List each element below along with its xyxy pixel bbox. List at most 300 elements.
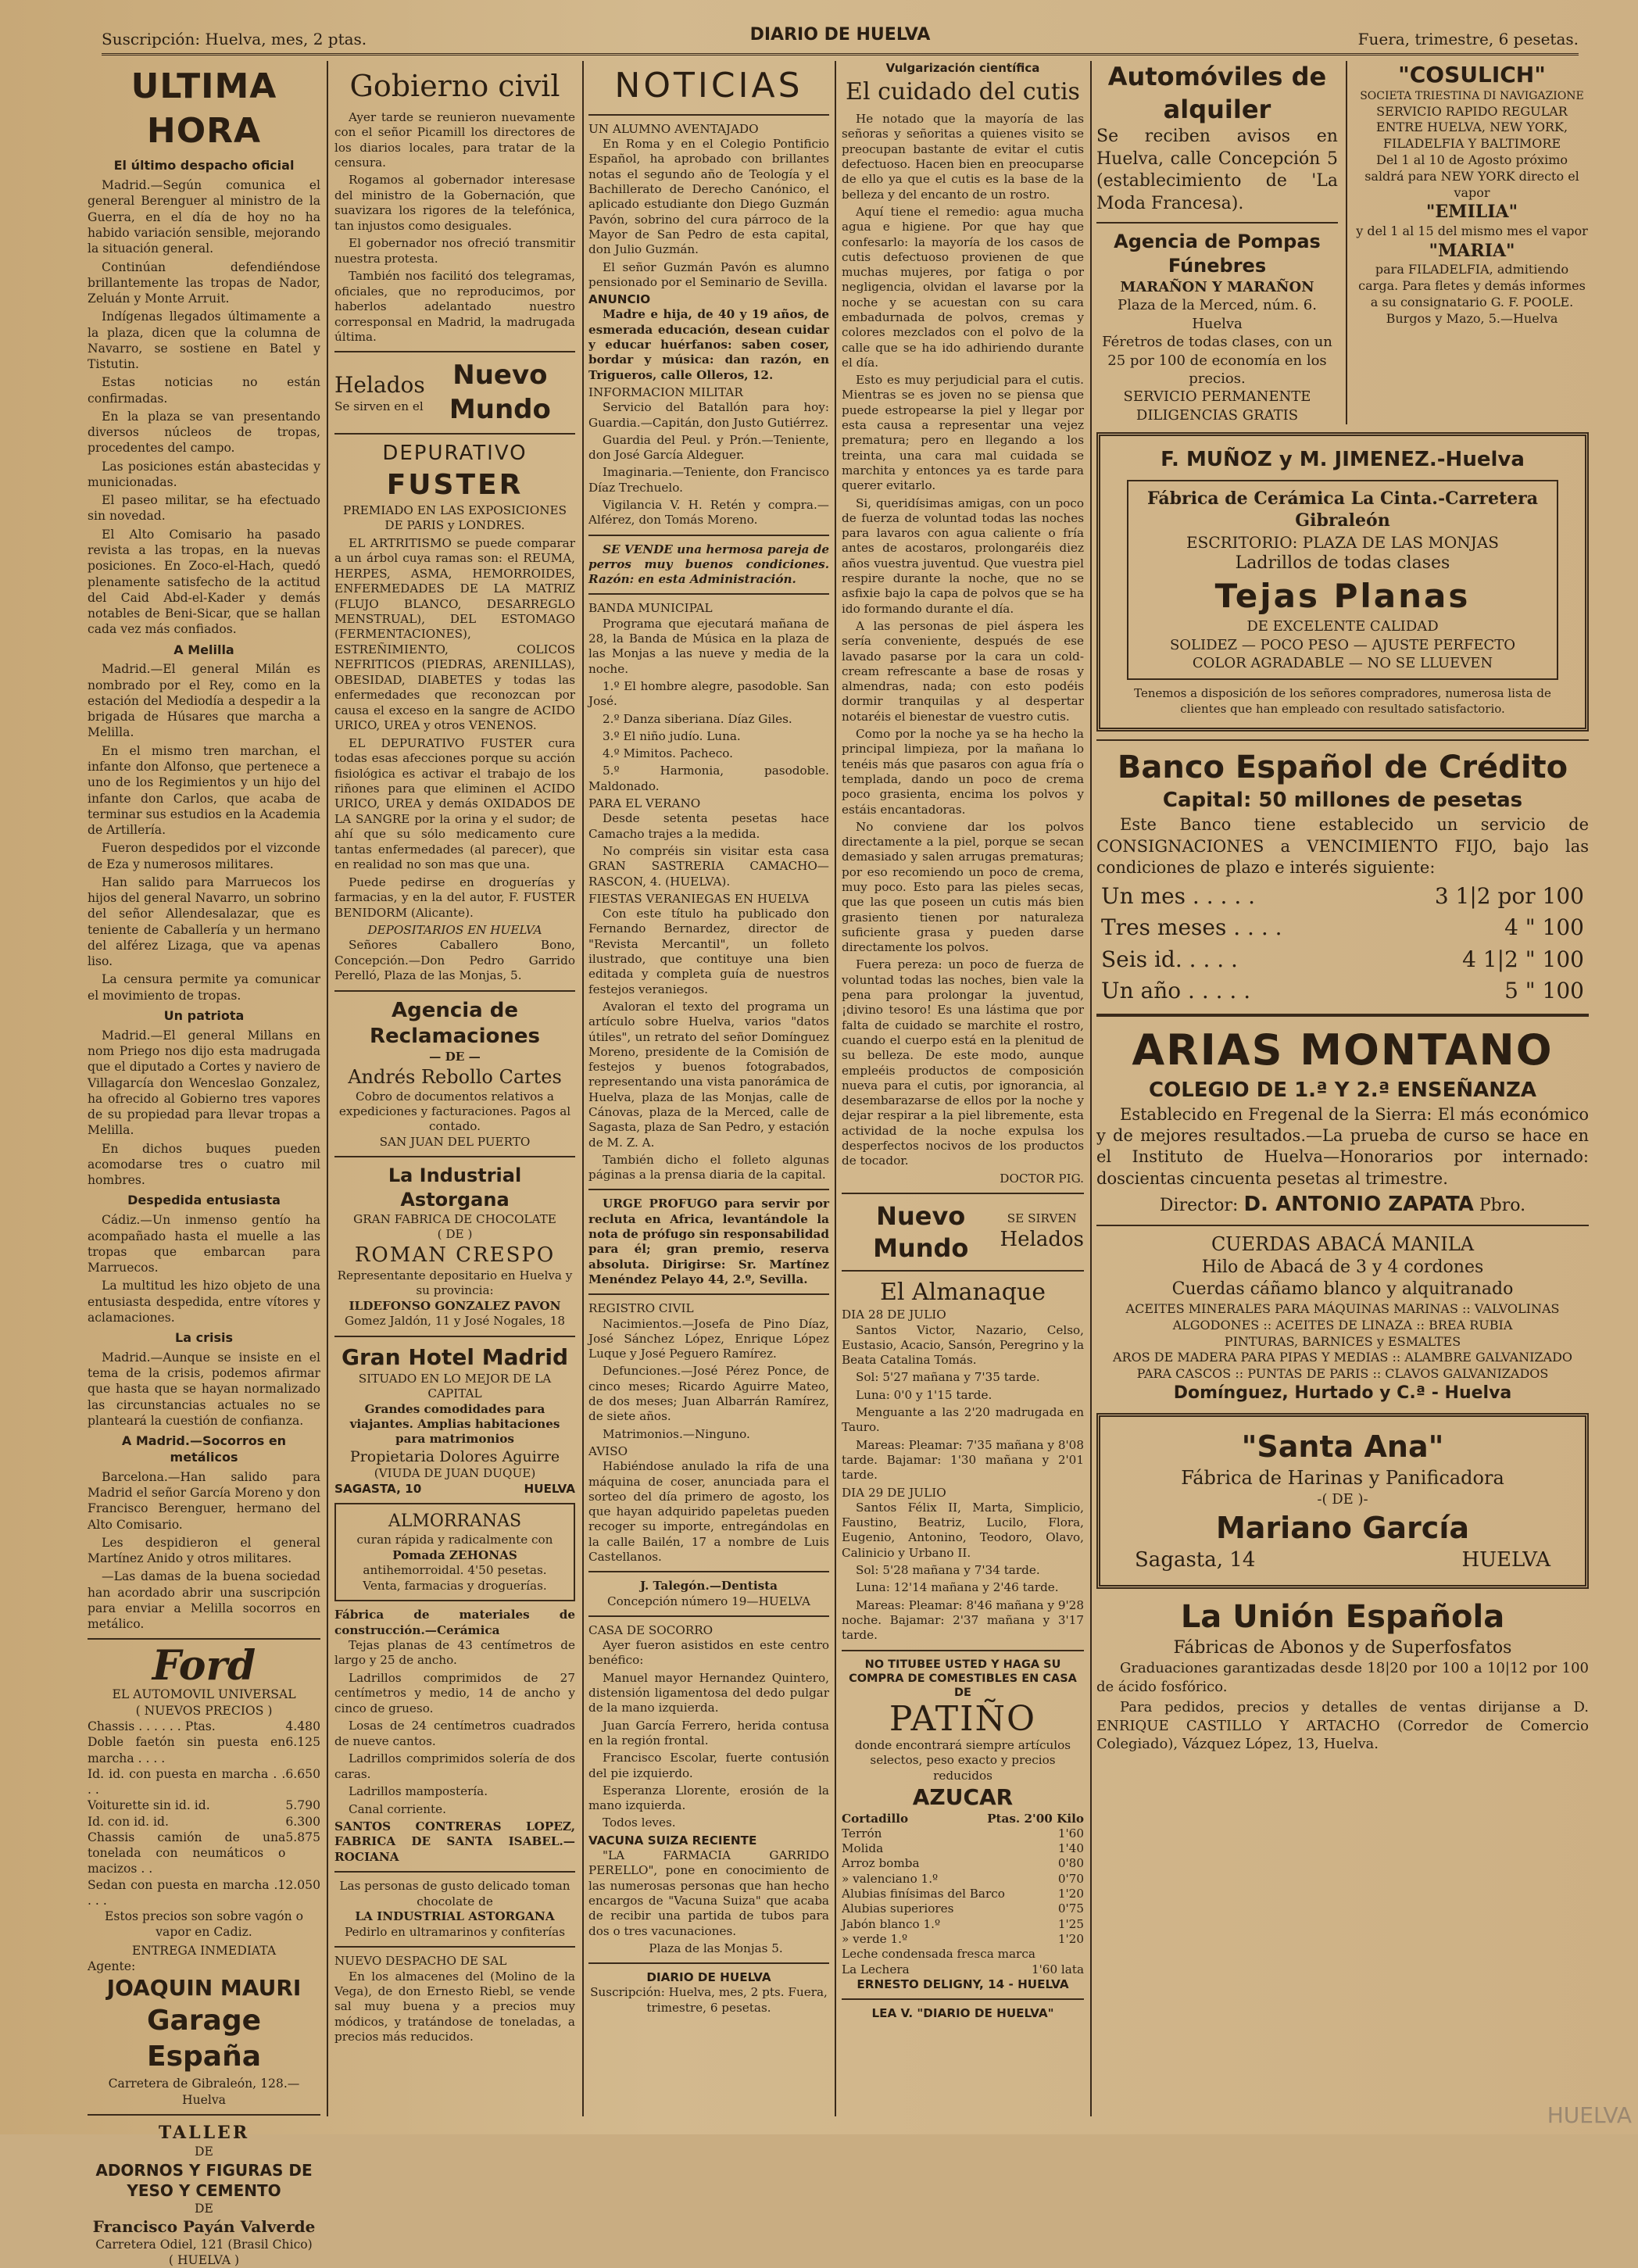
hotel-line: Grandes comodidades para viajantes. Amplias habitaciones para matrimonios [349,1401,560,1447]
astorgana-line: GRAN FABRICA DE CHOCOLATE [353,1211,556,1226]
ford-price: 6.125 [285,1735,320,1750]
product-price: 1'20 [1057,1887,1084,1901]
union-text: Para pedidos, precios y detalles de ventas dirijanse a D. ENRIQUE CASTILLO Y ARTACHO (Corredor de Comercio Colegiado), Vázquez López, 13, Huelva. [1096,1699,1589,1752]
news-paragraph: Madrid.—Aunque se insiste en el tema de la crisis, podemos afirmar que hasta que se hayan normalizado las circunstancias actuales no se planteará la cuestión de confianza. [88,1350,320,1428]
rate-term: Seis id. . . . . [1101,946,1238,972]
article-paragraph: Como por la noche ya se ha hecho la principal limpieza, por la mañana lo tenéis más que pasaros con agua fría o templada, dando un poco de crema poco grasienta, encima los polvos y estáis encantadoras. [842,727,1084,817]
nuevo-mundo-brand: Nuevo Mundo [873,1200,969,1263]
news-heading: ANUNCIO [588,292,651,307]
news-paragraph: Servicio del Batallón para hoy: Guardia.—Capitán, don Justo Gutiérrez. [588,400,829,430]
astorgana-name: ROMAN CRESPO [354,1243,556,1267]
ford-price: 4.480 [285,1719,320,1733]
ford-line: ( NUEVOS PRECIOS ) [135,1703,273,1718]
ford-model: Id. con id. id. [88,1814,169,1829]
cosulich-line: para FILADELFIA, admitiendo carga. Para fletes y demás informes a su consignatario G. F. POOLE. Burgos y Mazo, 5.—Huelva [1358,262,1586,326]
divider [1096,1014,1589,1017]
ford-line: EL AUTOMOVIL UNIVERSAL [112,1687,296,1702]
ceramica-line: Ladrillos de todas clases [1235,553,1450,574]
depurativo-text: Puede pedirse en droguerías y farmacias, y en la del autor, F. FUSTER BENIDORM (Alicante). [334,875,575,920]
news-paragraph: En Roma y en el Colegio Pontificio Español, ha aprobado con brillantes notas el segundo año de Teología y el Bachillerato de Derecho Canónico, el aplicado estudiante don Diego Guzmán Pavón, sobrino del cura párroco de la Mayor de San Pedro de esta capital, don Julio Guzmán. [588,137,829,257]
rate-value: 4 " 100 [1504,914,1584,941]
product-price: 1'40 [1057,1841,1084,1856]
footer-title: DIARIO DE HUELVA [646,1970,771,1985]
section-subhead: Despedida entusiasta [127,1193,281,1208]
article-paragraph: Esto es muy perjudicial para el cutis. Mientras se es joven no se piensa que puede estropearse la piel y llegar por esta causa a representar una vejez prematura; pero en llegando a los treinta, una cara mal cuidada se marchita y entonces ya es tarde para querer evitarlo. [842,373,1084,493]
chocolate-ad [334,1879,575,1940]
program-item: 2.º Danza siberiana. Díaz Giles. [603,711,792,726]
section-subhead: A Melilla [173,642,234,657]
news-paragraph: Vigilancia V. H. Retén y compra.—Alférez, don Tomás Moreno. [588,498,829,528]
news-paragraph: Madre e hija, de 40 y 19 años, de esmerada educación, desean cuidar y educar huérfanos: saben coser, bordar y música: dan razón, en Trigueros, calle Olleros, 12. [588,307,829,382]
news-paragraph: Esperanza Llorente, erosión de la mano izquierda. [588,1783,829,1813]
almanaque-day: DIA 29 DE JULIO [842,1485,946,1500]
hotel-city: HUELVA [524,1481,575,1496]
rate-value: 5 " 100 [1504,978,1584,1004]
union-text: Graduaciones garantizadas desde 18|20 por 100 a 10|12 por 100 de ácido fosfórico. [1096,1660,1589,1695]
astorgana-line: ( DE ) [437,1227,473,1242]
agencia-line: SAN JUAN DEL PUERTO [379,1134,531,1149]
fabrica-text: Tejas planas de 43 centímetros de largo y 25 de ancho. [334,1637,575,1668]
cosulich-line: Del 1 al 10 de Agosto próximo saldrá para NEW YORK directo el vapor [1364,152,1579,200]
news-paragraph: No compréis sin visitar esta casa GRAN SASTRERIA CAMACHO—RASCON, 4. (HUELVA). [588,843,829,889]
arias-director-label: Director: [1159,1195,1239,1215]
program-item: 5.º Harmonia, pasodoble. Maldonado. [588,764,829,793]
almanaque-title: El Almanaque [879,1279,1046,1307]
news-heading: AVISO [588,1443,628,1458]
agencia-ad [334,998,575,1150]
depurativo-text: Señores Caballero Bono, Concepción.—Don Pedro Garrido Perelló, Plaza de las Monjas, 5. [334,938,575,983]
section-subhead: Un patriota [163,1007,245,1023]
taller-address: Carretera Odiel, 121 (Brasil Chico) [95,2237,313,2252]
article-signature: DOCTOR PIG. [1000,1171,1084,1186]
hotel-ad [334,1343,575,1497]
noticias-title: NOTICIAS [614,66,803,106]
santa-ana-street: Sagasta, 14 [1135,1547,1256,1572]
hotel-address [334,1482,575,1497]
divider [1096,222,1338,224]
santa-ana-address [1111,1547,1574,1574]
ford-price: 6.650 [285,1766,320,1781]
patino-line: donde encontrará siempre artículos selectos, peso exacto y precios reducidos [854,1738,1071,1783]
taller-city: ( HUELVA ) [168,2253,240,2268]
pompas-line: Plaza de la Merced, núm. 6. Huelva [1118,297,1317,332]
ford-price: 12.050 [277,1877,320,1892]
ceramica-line: ESCRITORIO: PLAZA DE LAS MONJAS [1186,533,1499,553]
news-paragraph: El gobernador nos ofreció transmitir nuestra protesta. [334,236,575,266]
ford-model: Doble faetón sin puesta en marcha . . . . [88,1735,286,1765]
news-paragraph: Juan García Ferrero, herida contusa en la región frontal. [588,1718,829,1748]
cuerdas-line: Cuerdas cáñamo blanco y alquitranado [1171,1279,1514,1300]
patino-name: PATIÑO [889,1698,1037,1739]
divider [1096,1225,1589,1226]
news-paragraph: El señor Guzmán Pavón es alumno pensionado por el Seminario de Sevilla. [588,259,829,289]
depurativo-line: DEPURATIVO [382,442,528,466]
news-paragraph: Defunciones.—José Pérez Ponce, de cinco meses; Ricardo Aguirre Mateo, de dos meses; Juan Albarrán Ramírez, de siete años. [588,1364,829,1424]
program-item: 4.º Mimitos. Pacheco. [603,746,733,761]
lea-diario: LEA V. "DIARIO DE HUELVA" [871,2006,1054,2021]
cosulich-line: SERVICIO RAPIDO REGULAR ENTRE HUELVA, NEW YORK, FILADELFIA Y BALTIMORE [1375,103,1568,152]
ford-model: Chassis camión de una tonelada con neumáticos o macizos . . [88,1830,286,1876]
cuerdas-line: PINTURAS, BARNICES y ESMALTES [1224,1333,1461,1349]
santa-ana-ad [1096,1413,1589,1589]
product-name: Molida [842,1841,884,1856]
ceramica-owners: F. MUÑOZ y M. JIMENEZ.-Huelva [1161,448,1525,472]
almanaque-text: Santos Félix II, Marta, Simplicio, Faustino, Beatriz, Lucilo, Flora, Eugenio, Antonino, Teodoro, Olavo, Calinicio y Urbano II. [842,1500,1084,1560]
agencia-title: Agencia de Reclamaciones [370,998,540,1049]
news-paragraph: También nos facilitó dos telegramas, oficiales, que no reproducimos, por haberlos adelantado nuestro corresponsal en Madrid, la madrugada última. [334,269,575,344]
almanaque-text: Sol: 5'28 mañana y 7'34 tarde. [856,1563,1040,1578]
rate-row [1096,881,1589,912]
automoviles-title: Automóviles de alquiler [1107,62,1327,124]
helados-word: Helados [334,372,425,399]
azucar-price-row [842,1901,1084,1916]
news-paragraph: —Las damas de la buena sociedad han acordado abrir una suscripción para enviar a Melilla socorros en metálico. [88,1569,320,1632]
leche-price: 1'60 lata [1031,1962,1084,1976]
divider [588,114,829,116]
automoviles-text: Se reciben avisos en Huelva, calle Concepción 5 (establecimiento de 'La Moda Francesa). [1096,127,1338,213]
news-paragraph: En el mismo tren marchan, el infante don Alfonso, que pertenece a uno de los Regimientos y un hijo del infante don Carlos, que acaba de terminar sus estudios en la Academia de Artillería. [88,743,320,838]
ford-model: Chassis . . . . . . Ptas. [88,1719,216,1733]
santa-ana-line: -( DE )- [1317,1491,1368,1508]
news-paragraph: Las posiciones están abastecidas y municionadas. [88,459,320,489]
banco-title: Banco Español de Crédito [1117,749,1568,786]
rate-row [1096,912,1589,943]
news-paragraph: Avaloran el texto del programa un artículo sobre Huelva, varios "datos útiles", un retrato del señor Domínguez Moreno, presidente de la Comisión de festejos y buenos fotograbados, representando una vista panorámica de Huelva, plaza de las Monjas, calle de Cánovas, plaza de la Merced, calle de Sagasta, plaza de San Pedro, y estación de M. Z. A. [588,999,829,1150]
article-paragraph: Si, queridísimas amigas, con un poco de fuerza de voluntad todas las noches para lavaros con agua caliente o fría antes de acostaros, prolongaréis diez años vuestra juventud. Que vuestra piel respire durante la noche, que no se asfixie bajo la capa de polvos que se ha ido formando durante el día. [842,495,1084,616]
ceramica-line: SOLIDEZ — POCO PESO — AJUSTE PERFECTO [1169,636,1516,653]
ultima-hora-title: ULTIMA HORA [131,66,277,152]
azucar-header [842,1812,1084,1826]
divider [842,1270,1084,1272]
masthead-right: Fuera, trimestre, 6 pesetas. [1357,30,1579,48]
cosulich-ship: "MARIA" [1429,240,1515,261]
azucar-price-row [842,1872,1084,1887]
rate-value: 3 1|2 por 100 [1434,883,1584,910]
divider [334,351,575,352]
product-name: Terrón [842,1826,882,1841]
leche-row [842,1962,1084,1977]
column-divider [327,61,328,2116]
rate-row [1096,975,1589,1007]
fabrica-text: SANTOS CONTRERAS LOPEZ, FABRICA DE SANTA ISABEL.—ROCIANA [334,1819,575,1864]
astorgana-line: Representante depositario en Huelva y su provincia: [337,1268,573,1298]
azucar-price-row [842,1917,1084,1932]
divider [588,1189,829,1190]
cosulich-line: y del 1 al 15 del mismo mes el vapor [1356,223,1588,238]
news-heading: BANDA MUNICIPAL [588,601,713,616]
azucar-heading: AZUCAR [912,1784,1014,1810]
news-paragraph: Habiéndose anulado la rifa de una máquina de coser, anunciada para el sorteo del día primero de agosto, los que hayan adquirido papeletas pueden recoger su importe, entregándolas en la calle Bailén, 17 a nombre de Luis Castellanos. [588,1459,829,1564]
ford-price-list [88,1719,320,1908]
section-subhead: La crisis [175,1330,233,1346]
hotel-line: Propietaria Dolores Aguirre [349,1447,560,1465]
column-ultima-hora [88,61,320,2268]
column-ads [1096,61,1589,2124]
news-paragraph: La censura permite ya comunicar el movimiento de tropas. [88,972,320,1003]
santa-ana-owner: Mariano García [1215,1510,1470,1545]
program-item: 1.º El hombre alegre, pasodoble. San José. [588,678,829,709]
divider [588,1571,829,1572]
leche-brand: La Lechera [842,1962,910,1976]
chocolate-line: Las personas de gusto delicado toman chocolate de [339,1879,570,1908]
divider [842,1998,1084,2000]
news-paragraph: Plaza de las Monjas 5. [649,1941,783,1955]
ford-ad [88,1642,320,2107]
cuerdas-line: AROS DE MADERA PARA PIPAS Y MEDIAS :: ALAMBRE GALVANIZADO PARA CASCOS :: PUNTAS DE PARIS :: CLAVOS GALVANIZADOS [1112,1350,1573,1382]
news-paragraph: Ayer fueron asistidos en este centro benéfico: [588,1638,829,1668]
sal-heading: NUEVO DESPACHO DE SAL [334,1954,507,1969]
news-paragraph: Han salido para Marruecos los hijos del general Navarro, un sobrino del señor Allendesalazar, que es teniente de Caballería y un hermano del alférez Lizaga, que va apenas liso. [88,875,320,969]
hotel-line: (VIUDA DE JUAN DUQUE) [374,1466,536,1481]
azucar-price-row [842,1841,1084,1856]
astorgana-title: La Industrial Astorgana [388,1164,522,1211]
ford-address: Carretera de Gibraleón, 128.—Huelva [108,2077,300,2107]
news-paragraph: Indígenas llegados últimamente a la plaza, dicen que la columna de Navarro, se sostiene en Batel y Tistutin. [88,309,320,372]
pompas-title: Agencia de Pompas Fúnebres [1114,230,1321,277]
product-name: Jabón blanco 1.º [842,1916,941,1931]
fabrica-text: Ladrillos comprimidos de 27 centímetros y medio, 14 de ancho y cinco de grueso. [334,1670,575,1715]
divider [334,990,575,992]
article-kicker: Vulgarización científica [885,61,1040,75]
helados-line: Se sirven en el [334,399,424,414]
almorranas-title: ALMORRANAS [388,1511,522,1532]
news-paragraph: Guardia del Peul. y Prón.—Teniente, don José García Aldeguer. [588,432,829,463]
news-paragraph: Programa que ejecutará mañana de 28, la Banda de Música en la plaza de las Monjas a las nueve y media de la noche. [588,616,829,676]
article-paragraph: Fuera pereza: un poco de fuerza de voluntad todas las noches, bien vale la pena para prolongar la juventud, ¡divino tesoro! Es una lástima que por falta de cuidado se marchite el rostro, cuando el cuerpo está en la plenitud de su belleza. De este modo, aunque empleéis productos de composición nueva para el cutis, por ignorancia, al desembarazarse de ellos por la noche y dejar respirar a la piel libremente, esta actividad de la noche expulsa los desperfectos nocivos de los productos de tocador. [842,957,1084,1168]
column-cutis [842,61,1084,2124]
masthead-left: Suscripción: Huelva, mes, 2 ptas. [102,30,367,48]
news-paragraph: Ayer tarde se reunieron nuevamente con el señor Picamill los directores de los diarios locales, para tratar de la censura. [334,109,575,170]
banco-rates-table [1096,881,1589,1007]
agencia-line: — DE — [429,1050,481,1064]
cosulich-ship: "EMILIA" [1425,202,1518,223]
news-heading: VACUNA SUIZA RECIENTE [588,1833,757,1848]
pompas-line: SERVICIO PERMANENTE [1123,388,1311,406]
news-paragraph: Barcelona.—Han salido para Madrid el señor García Moreno y don Francisco Berenguer, hermano del Alto Comisario. [88,1469,320,1532]
watermark-stamp: HUELVA [1547,2102,1632,2128]
rate-term: Un año . . . . . [1101,978,1251,1004]
divider [588,1293,829,1295]
cuerdas-line: ACEITES MINERALES PARA MÁQUINAS MARINAS :: VALVOLINAS [1125,1301,1560,1316]
divider [842,1193,1084,1194]
divider [842,1650,1084,1651]
divider [334,433,575,435]
news-paragraph: Estas noticias no están confirmadas. [88,375,320,406]
news-paragraph: Francisco Escolar, fuerte contusión del pie izquierdo. [588,1751,829,1780]
program-item: 3.º El niño judío. Luna. [603,728,741,743]
fabrica-title: Fábrica de materiales de construcción.—Cerámica [334,1608,575,1637]
union-subtitle: Fábricas de Abonos y de Superfosfatos [1173,1637,1512,1658]
ceramica-ad [1096,432,1589,732]
news-paragraph: Cádiz.—Un inmenso gentío ha acompañado hasta el muelle a las tropas que embarcan para Marruecos. [88,1213,320,1275]
depurativo-brand: FUSTER [386,468,524,501]
news-paragraph: Todos leves. [603,1815,676,1830]
azucar-price-row [842,1887,1084,1901]
santa-ana-line: Fábrica de Harinas y Panificadora [1181,1466,1504,1489]
article-paragraph: No conviene dar los polvos directamente a la piel, porque se secan demasiado y salen arrugas prematuras; por eso recomiendo un poco de crema, muy poco. Esto para las pieles secas, que las que poseen un cutis más bien grasiento tienen por naturaleza suficiente grasa y pueden darse directamente los polvos. [842,819,1084,955]
column-gobierno [334,61,575,2124]
almanaque-text: Mareas: Pleamar: 8'46 mañana y 9'28 noche. Bajamar: 2'37 mañana y 3'17 tarde. [842,1597,1084,1643]
leche-line: Leche condensada fresca marca [842,1947,1035,1962]
almorranas-ad [334,1503,575,1601]
agencia-line: Cobro de documentos relativos a expediciones y facturaciones. Pagos al contado. [338,1089,571,1134]
ceramica-title: Fábrica de Cerámica La Cinta.-Carretera Gibraleón [1146,488,1539,531]
news-paragraph: Nacimientos.—Josefa de Pino Díaz, José Sánchez López, Enrique López Luque y José Peguero Ramírez. [588,1316,829,1361]
astorgana-ad [334,1164,575,1329]
article-paragraph: Aquí tiene el remedio: agua mucha agua e higiene. Por que hay que confesarlo: la mayoría de los casos de cutis defectuoso provienen de que muchas mujeres, por fatiga o por negligencia, olvidan el lavarse por la noche y se acuestan con su cara embadurnada de polvos, cremas y colores mezclados con el polvo de la calle que se ha ido adhiriendo durante el día. [842,204,1084,370]
news-paragraph: El Alto Comisario ha pasado revista a las tropas, en la nuevas posiciones. En Zoco-el-Hach, quedó plenamente satisfecho de la actitud del Caid Abd-el-Kader y demás notables de Beni-Sicar, que se hallan cada vez más confiados. [88,527,320,637]
section-subhead: El último despacho oficial [113,158,295,173]
section-subhead: A Madrid.—Socorros en metálicos [121,1433,287,1465]
ford-agent-name: JOAQUIN MAURI [106,1975,302,2001]
banco-capital: Capital: 50 millones de pesetas [1162,789,1523,813]
news-paragraph: URGE PROFUGO para servir por recluta en Africa, levantándole la nota de prófugo sin responsabilidad para él; gran premio, reserva absoluta. Dirigirse: Sr. Martínez Menéndez Pelayo 44, 2.º, Sevilla. [588,1197,829,1286]
masthead-title: DIARIO DE HUELVA [749,25,931,45]
arias-title: ARIAS MONTANO [1132,1025,1554,1075]
ford-note: Estos precios son sobre vagón o vapor en Cadiz. [105,1909,303,1940]
automoviles-ad [1096,61,1338,424]
gobierno-title: Gobierno civil [349,69,560,103]
nuevo-mundo-ad [842,1200,1084,1264]
cosulich-title: "COSULICH" [1398,62,1546,88]
depurativo-text: DEPOSITARIOS EN HUELVA [367,923,542,938]
almanaque-text: Luna: 0'0 y 1'15 tarde. [856,1387,992,1402]
union-title: La Unión Española [1180,1598,1505,1635]
column-divider [582,61,584,2116]
column-divider [1090,61,1092,2116]
top-ads-row [1096,61,1589,424]
divider [588,1962,829,1964]
fabrica-text: Losas de 24 centímetros cuadrados de nueve cantos. [334,1719,575,1748]
ceramica-note: Tenemos a disposición de los señores compradores, numerosa lista de clientes que han empleado con resultado satisfactorio. [1134,686,1551,716]
divider [334,1336,575,1337]
news-paragraph: En dichos buques pueden acomodarse tres o cuatro mil hombres. [88,1141,320,1188]
astorgana-line: ILDEFONSO GONZALEZ PAVON [349,1298,561,1313]
taller-line: TALLER [158,2122,250,2143]
news-paragraph: La multitud les hizo objeto de una entusiasta despedida, entre vítores y aclamaciones. [88,1279,320,1325]
arias-director-name: D. ANTONIO ZAPATA [1243,1192,1474,1216]
news-heading: CASA DE SOCORRO [588,1622,713,1637]
divider [1096,739,1589,741]
ford-price-row [88,1798,320,1813]
almanaque-text: Menguante a las 2'20 madrugada en Tauro. [842,1405,1084,1435]
ford-price-row [88,1814,320,1830]
ford-model: Id. id. con puesta en marcha . . . . [88,1766,286,1798]
ford-model: Voiturette sin id. id. [88,1798,210,1813]
divider [588,535,829,536]
ceramica-frame [1127,480,1558,681]
dentista-line: Concepción número 19—HUELVA [607,1594,810,1608]
rate-value: 4 1|2 " 100 [1462,946,1584,972]
product-name: » verde 1.º [842,1931,908,1946]
fabrica-text: Ladrillos mampostería. [349,1784,488,1799]
azucar-item: Cortadillo [842,1811,909,1826]
ceramica-line: COLOR AGRADABLE — NO SE LLUEVEN [1192,655,1493,672]
santa-ana-title: "Santa Ana" [1241,1429,1444,1464]
depurativo-text: PREMIADO EN LAS EXPOSICIONES DE PARIS y LONDRES. [342,503,567,533]
ford-price-row [88,1719,320,1734]
news-paragraph: Madrid.—El general Milán es nombrado por el Rey, como en la estación del Mediodía a despedir a la brigada de Húsares que marcha a Melilla. [88,662,320,740]
almanaque-text: Santos Victor, Nazario, Celso, Eustasio, Acacio, Sansón, Peregrino y la Beata Catalina Tomás. [842,1322,1084,1368]
news-paragraph: En la plaza se van presentando diversos núcleos de tropas, procedentes del campo. [88,409,320,456]
nuevo-mundo-line: Helados [1000,1227,1084,1251]
almorranas-brand: Pomada ZEHONAS [392,1547,517,1562]
news-heading: REGISTRO CIVIL [588,1301,694,1316]
column-divider [835,61,836,2116]
news-paragraph: Desde setenta pesetas hace Camacho trajes a la medida. [588,811,829,841]
azucar-price-row [842,1856,1084,1871]
article-title: El cuidado del cutis [846,78,1080,106]
divider [588,593,829,595]
news-paragraph: "LA FARMACIA GARRIDO PERELLO", pone en conocimiento de las numerosas personas que han hecho encargos de "Vacuna Suiza" que acaba de recibir una partida de tubos para dos o tres vacunaciones. [588,1848,829,1938]
fabrica-text: Ladrillos comprimidos solería de dos caras. [334,1751,575,1781]
news-paragraph: Manuel mayor Hernandez Quintero, distensión ligamentosa del dedo pulgar de la mano izquierda. [588,1670,829,1715]
cuerdas-line: ALGODONES :: ACEITES DE LINAZA :: BREA RUBIA [1172,1317,1513,1333]
pompas-line: DILIGENCIAS GRATIS [1136,406,1299,424]
ford-model: Sedan con puesta en marcha . . . . [88,1877,278,1908]
news-heading: INFORMACION MILITAR [588,385,743,399]
ford-price-row [88,1766,320,1798]
rate-term: Un mes . . . . . [1101,883,1256,910]
news-paragraph: Matrimonios.—Ninguno. [603,1426,750,1441]
product-name: Alubias superiores [842,1901,954,1916]
cuerdas-line: Hilo de Abacá de 3 y 4 cordones [1201,1257,1484,1277]
cosulich-ad [1346,61,1589,424]
divider [88,1638,320,1640]
product-price: 1'60 [1057,1826,1084,1841]
ford-agent-label: Agente: [88,1959,136,1973]
patino-line: NO TITUBEE USTED Y HAGA SU COMPRA DE COMESTIBLES EN CASA DE [849,1658,1077,1700]
arias-director-suffix: Pbro. [1479,1195,1526,1215]
divider [334,1946,575,1948]
rate-row [1096,944,1589,975]
sal-text: En los almacenes del (Molino de la Vega), de don Ernesto Riebl, se vende sal muy buena y a precios muy módicos, y tratándose de toneladas, a precios más reducidos. [334,1969,575,2044]
news-paragraph: Continúan defendiéndose brillantemente las tropas de Nador, Zeluán y Monte Arruit. [88,259,320,306]
news-paragraph: También dicho el folleto algunas páginas a la prensa diaria de la capital. [588,1152,829,1182]
product-price: 1'25 [1057,1916,1084,1931]
azucar-price-row [842,1932,1084,1947]
news-paragraph: Madrid.—El general Millans en nom Priego nos dijo esta madrugada que el diputado a Cortes y naviero de Villagarcía don Wenceslao Gonzalez, ha ofrecido al Gobierno tres vapores de su propiedad para llevar tropas a Melilla. [88,1028,320,1138]
agencia-name: Andrés Rebollo Cartes [348,1065,562,1088]
nuevo-mundo-line: SE SIRVEN [1007,1211,1077,1226]
ford-price: 5.790 [285,1798,320,1813]
arias-subtitle: COLEGIO DE 1.ª Y 2.ª ENSEÑANZA [1149,1078,1536,1102]
almanaque-text: Mareas: Pleamar: 7'35 mañana y 8'08 tarde. Bajamar: 1'30 mañana y 2'01 tarde. [842,1437,1084,1483]
taller-ad [88,2122,320,2268]
ford-price-row [88,1830,320,1877]
almorranas-line: curan rápida y radicalmente con [356,1533,553,1547]
taller-line: DE [195,2145,213,2159]
product-price: 1'20 [1057,1931,1084,1946]
taller-line: ADORNOS Y FIGURAS DE YESO Y CEMENTO [95,2160,313,2200]
ceramica-product: Tejas Planas [1214,576,1471,615]
santa-ana-city: HUELVA [1461,1547,1550,1572]
product-name: » valenciano 1.º [842,1871,939,1886]
arias-director [1096,1192,1589,1218]
cosulich-line: SOCIETA TRIESTINA DI NAVIGAZIONE [1360,90,1584,103]
divider [588,1615,829,1617]
depurativo-text: EL DEPURATIVO FUSTER cura todas esas afecciones porque su acción fisiológica es activar el trabajo de los riñones para que eliminen el ACIDO URICO, UREA y demás OXIDADOS DE LA SANGRE por la orina y el sudor; de ahí que su sólo medicamento cure tantas enfermedades (al parecer), que en realidad no son mas que una. [334,735,575,872]
almanaque-text: Luna: 12'14 mañana y 2'46 tarde. [856,1580,1059,1595]
product-name: Arroz bomba [842,1856,920,1871]
news-heading: UN ALUMNO AVENTAJADO [588,121,759,136]
fabrica-text: Canal corriente. [349,1801,446,1816]
news-heading: FIESTAS VERANIEGAS EN HUELVA [588,891,810,906]
hotel-line: SITUADO EN LO MEJOR DE LA CAPITAL [358,1371,552,1401]
hotel-title: Gran Hotel Madrid [341,1343,568,1370]
pompas-line: MARAÑON Y MARAÑON [1120,278,1314,295]
chocolate-line: LA INDUSTRIAL ASTORGANA [355,1909,555,1924]
